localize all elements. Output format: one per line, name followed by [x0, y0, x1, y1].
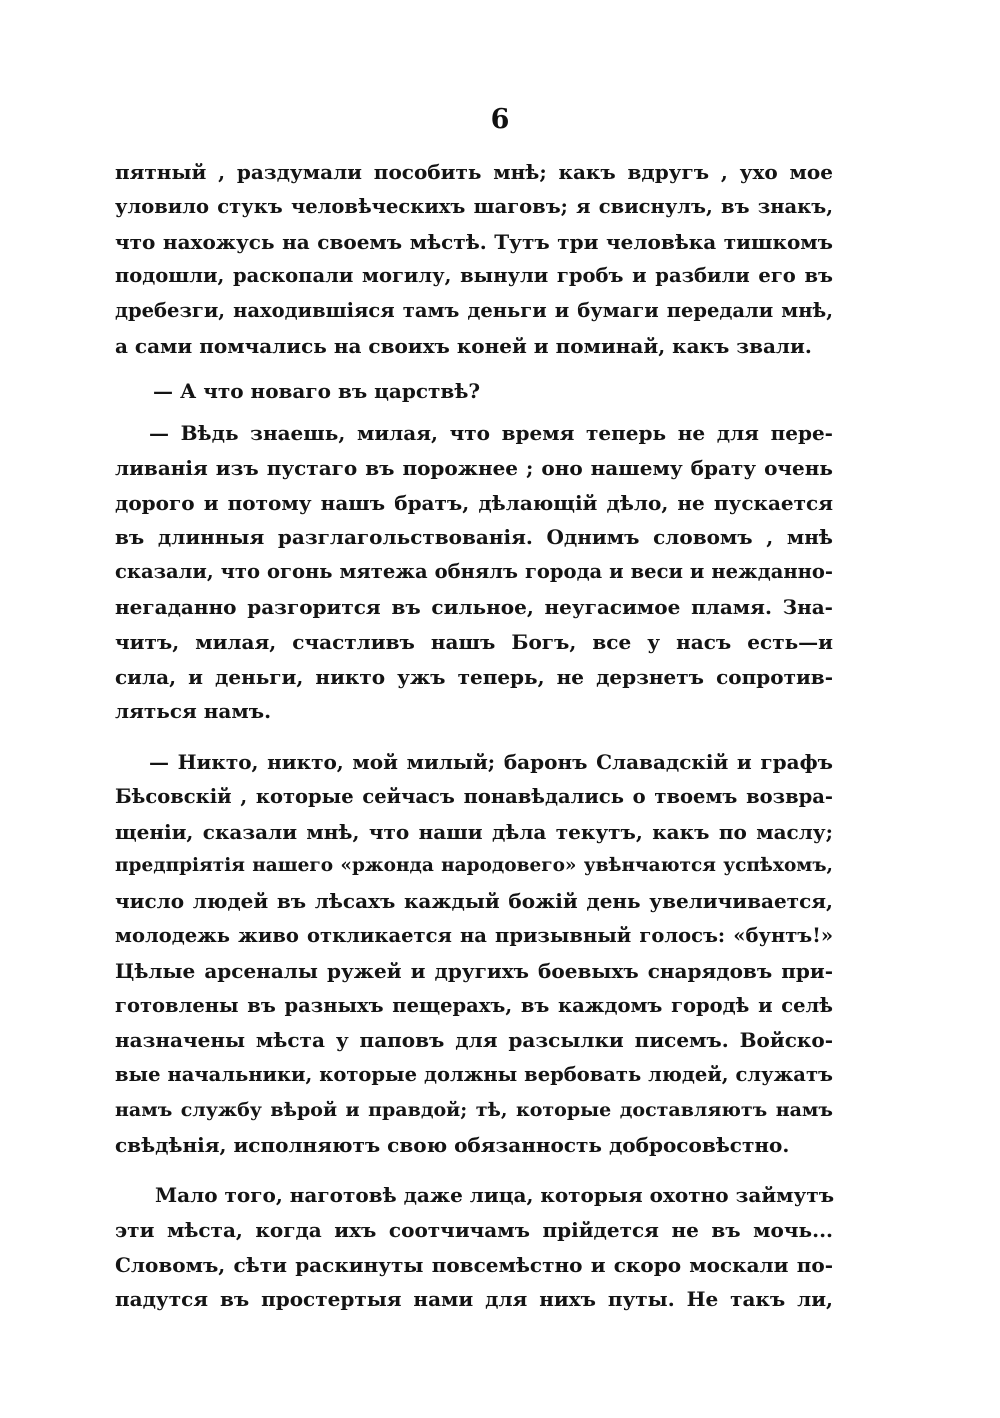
text-line: назначены мѣста у паповъ для разсылки писемъ. Войско- — [115, 1028, 833, 1053]
text-line: вые начальники, которые должны вербовать людей, служатъ — [115, 1063, 833, 1087]
text-line: Цѣлые арсеналы ружей и другихъ боевыхъ снарядовъ при- — [115, 958, 833, 983]
text-line: читъ, милая, счастливъ нашъ Богъ, все у насъ есть—и — [115, 629, 833, 654]
text-line: а сами помчались на своихъ коней и поминай, какъ звали. — [115, 333, 812, 358]
text-line: ляться намъ. — [115, 699, 272, 724]
text-line: сила, и деньги, никто ужъ теперь, не дерзнетъ сопротив- — [115, 664, 833, 689]
text-line: молодежь живо откликается на призывный голосъ: «бунтъ!» — [115, 923, 833, 947]
text-line: въ длинныя разглагольствованія. Однимъ словомъ , мнѣ — [115, 525, 833, 550]
page-number: 6 — [490, 104, 510, 135]
paragraph-1 — [115, 155, 833, 364]
text-line: — Вѣдь знаешь, милая, что время теперь не для пере- — [149, 421, 833, 445]
paragraph-4 — [115, 745, 833, 1163]
text-line: свѣдѣнія, исполняютъ свою обязанность добросовѣстно. — [115, 1132, 790, 1157]
text-line: число людей въ лѣсахъ каждый божій день увеличивается, — [115, 889, 833, 914]
text-line: предпріятія нашего «ржонда народовего» увѣнчаются успѣхомъ, — [115, 855, 833, 877]
text-line: ливанія изъ пустаго въ порожнее ; оно нашему брату очень — [115, 455, 833, 480]
text-line: что нахожусь на своемъ мѣстѣ. Тутъ три человѣка тишкомъ — [115, 229, 833, 254]
text-line: дорого и потому нашъ братъ, дѣлающій дѣло, не пускается — [115, 490, 833, 515]
text-line: щеніи, сказали мнѣ, что наши дѣла текутъ, какъ по маслу; — [115, 819, 833, 844]
text-line: пятный , раздумали пособить мнѣ; какъ вдругъ , ухо мое — [115, 160, 833, 184]
text-line: Словомъ, сѣти раскинуты повсемѣстно и скоро москали по- — [115, 1252, 833, 1277]
text-line: — Никто, никто, мой милый; баронъ Славадскій и графъ — [149, 750, 833, 774]
text-line: сказали, что огонь мятежа обнялъ города и веси и нежданно- — [115, 560, 833, 584]
paragraph-2 — [153, 374, 833, 409]
text-line: падутся въ простертыя нами для нихъ путы. Не такъ ли, — [115, 1287, 833, 1312]
text-line: дребезги, находившіяся тамъ деньги и бумаги передали мнѣ, — [115, 299, 833, 323]
paragraph-5 — [115, 1178, 833, 1317]
text-line: — А что новаго въ царствѣ? — [153, 379, 481, 403]
paragraph-3 — [115, 416, 833, 729]
text-line: Бѣсовскій , которые сейчасъ понавѣдались о твоемъ возвра- — [115, 784, 833, 808]
text-line: подошли, раскопали могилу, вынули гробъ и разбили его въ — [115, 264, 833, 288]
text-line: готовлены въ разныхъ пещерахъ, въ каждомъ городѣ и селѣ — [115, 993, 833, 1017]
text-line: намъ службу вѣрой и правдой; тѣ, которые доставляютъ намъ — [115, 1098, 833, 1121]
text-line: негаданно разгорится въ сильное, неугасимое пламя. Зна- — [115, 594, 833, 619]
text-line: Мало того, наготовѣ даже лица, которыя охотно займутъ — [155, 1183, 835, 1207]
text-line: эти мѣста, когда ихъ соотчичамъ прійдется не въ мочь... — [115, 1217, 833, 1242]
text-line: уловило стукъ человѣческихъ шаговъ; я свиснулъ, въ знакъ, — [115, 194, 833, 218]
